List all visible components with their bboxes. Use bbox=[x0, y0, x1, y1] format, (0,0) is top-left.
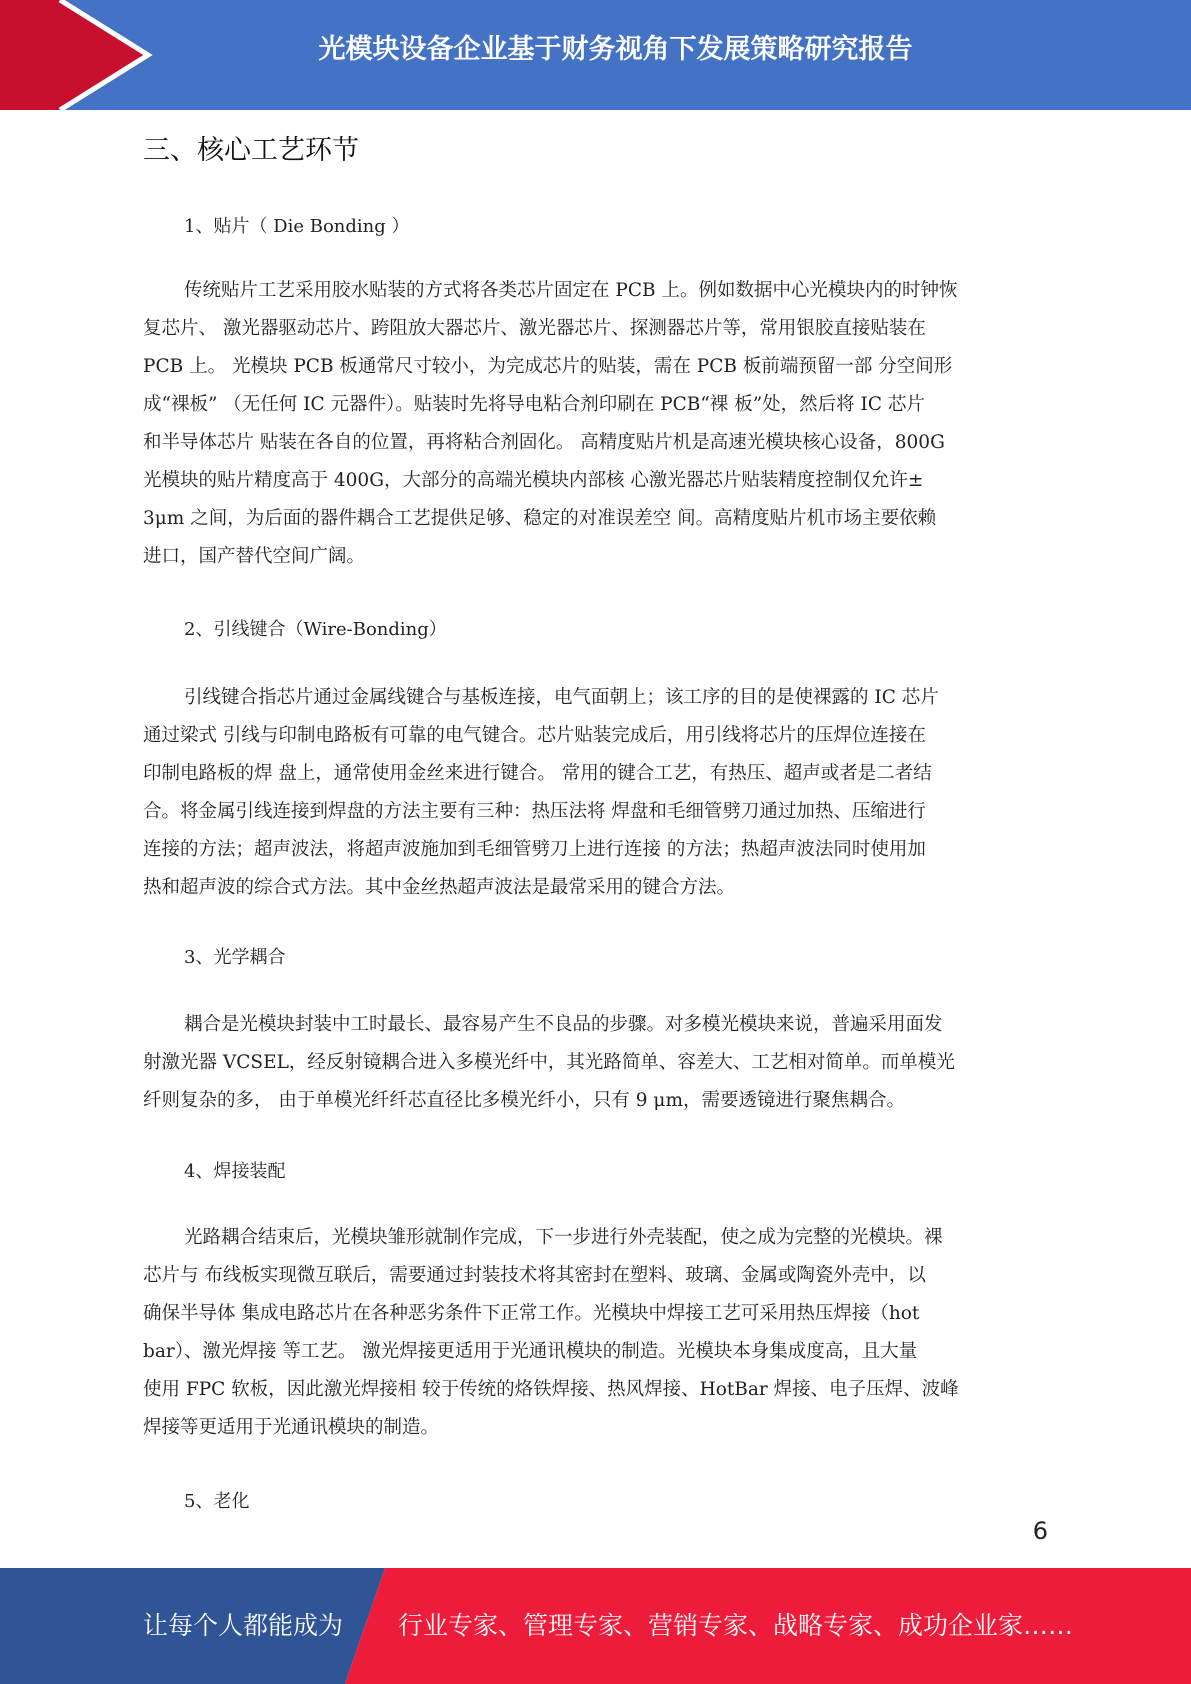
page-number: 6 bbox=[1032, 1517, 1048, 1545]
text-line: 芯片与 布线板实现微互联后，需要通过封装技术将其密封在塑料、玻璃、金属或陶瓷外壳中，以 bbox=[143, 1265, 926, 1286]
text-line: 光模块的贴片精度高于 400G，大部分的高端光模块内部核 心激光器芯片贴装精度控制仅允许± bbox=[143, 470, 924, 491]
text-line: 焊接等更适用于光通讯模块的制造。 bbox=[143, 1417, 440, 1438]
page-footer bbox=[0, 1568, 1191, 1684]
text-line: 成“裸板” （无任何 IC 元器件）。贴装时先将导电粘合剂印刷在 PCB“裸 板”处，然后将 IC 芯片 bbox=[143, 394, 925, 415]
paragraph-die-bonding bbox=[143, 272, 1048, 576]
text-line: 和半导体芯片 贴装在各自的位置，再将粘合剂固化。 高精度贴片机是高速光模块核心设备，800G bbox=[143, 432, 945, 453]
paragraph-welding-assembly bbox=[143, 1219, 1048, 1447]
footer-slogan-left: 让每个人都能成为 bbox=[143, 1611, 344, 1640]
text-line: 通过梁式 引线与印制电路板有可靠的电气键合。芯片贴装完成后，用引线将芯片的压焊位连接在 bbox=[143, 725, 926, 746]
subheading-aging: 5、老化 bbox=[184, 1491, 250, 1512]
text-line: 射激光器 VCSEL，经反射镜耦合进入多模光纤中，其光路简单、容差大、工艺相对简单。而单模光 bbox=[143, 1052, 955, 1073]
subheading-wire-bonding: 2、引线键合（Wire-Bonding） bbox=[184, 619, 447, 640]
text-line: 引线键合指芯片通过金属线键合与基板连接，电气面朝上；该工序的目的是使裸露的 IC 芯片 bbox=[184, 687, 939, 708]
footer-slogan-right: 行业专家、管理专家、营销专家、战略专家、成功企业家…… bbox=[398, 1611, 1074, 1640]
text-line: 使用 FPC 软板，因此激光焊接相 较于传统的烙铁焊接、热风焊接、HotBar 焊接、电子压焊、波峰 bbox=[143, 1379, 959, 1400]
subheading-welding-assembly: 4、焊接装配 bbox=[184, 1161, 286, 1182]
text-line: 传统贴片工艺采用胶水贴装的方式将各类芯片固定在 PCB 上。例如数据中心光模块内的时钟恢 bbox=[184, 280, 958, 301]
section-heading: 三、核心工艺环节 bbox=[143, 135, 359, 166]
text-line: 印制电路板的焊 盘上，通常使用金丝来进行键合。 常用的键合工艺，有热压、超声或者是二者结 bbox=[143, 763, 932, 784]
page-header bbox=[0, 0, 1191, 110]
paragraph-optical-coupling bbox=[143, 1006, 1048, 1120]
paragraph-wire-bonding bbox=[143, 679, 1048, 907]
text-line: 连接的方法；超声波法，将超声波施加到毛细管劈刀上进行连接 的方法；热超声波法同时使用加 bbox=[143, 839, 926, 860]
text-line: 3μm 之间，为后面的器件耦合工艺提供足够、稳定的对准误差空 间。高精度贴片机市场主要依赖 bbox=[143, 508, 937, 529]
text-line: 热和超声波的综合式方法。其中金丝热超声波法是最常采用的键合方法。 bbox=[143, 877, 736, 898]
text-line: 合。将金属引线连接到焊盘的方法主要有三种：热压法将 焊盘和毛细管劈刀通过加热、压缩进行 bbox=[143, 801, 926, 822]
text-line: 进口，国产替代空间广阔。 bbox=[143, 546, 366, 567]
text-line: bar）、激光焊接 等工艺。 激光焊接更适用于光通讯模块的制造。光模块本身集成度高，且大量 bbox=[143, 1341, 918, 1362]
text-line: 复芯片、 激光器驱动芯片、跨阻放大器芯片、激光器芯片、探测器芯片等，常用银胶直接贴装在 bbox=[143, 318, 926, 339]
text-line: PCB 上。 光模块 PCB 板通常尺寸较小，为完成芯片的贴装，需在 PCB 板前端预留一部 分空间形 bbox=[143, 356, 953, 377]
text-line: 光路耦合结束后，光模块雏形就制作完成，下一步进行外壳装配，使之成为完整的光模块。裸 bbox=[184, 1227, 943, 1248]
text-line: 耦合是光模块封装中工时最长、最容易产生不良品的步骤。对多模光模块来说，普遍采用面发 bbox=[184, 1014, 943, 1035]
text-line: 确保半导体 集成电路芯片在各种恶劣条件下正常工作。光模块中焊接工艺可采用热压焊接（hot bbox=[143, 1303, 920, 1324]
subheading-die-bonding: 1、贴片（ Die Bonding ） bbox=[184, 216, 410, 237]
subheading-optical-coupling: 3、光学耦合 bbox=[184, 947, 286, 968]
report-title: 光模块设备企业基于财务视角下发展策略研究报告 bbox=[318, 34, 913, 65]
text-line: 纤则复杂的多， 由于单模光纤纤芯直径比多模光纤小，只有 9 μm，需要透镜进行聚焦耦合。 bbox=[143, 1090, 905, 1111]
